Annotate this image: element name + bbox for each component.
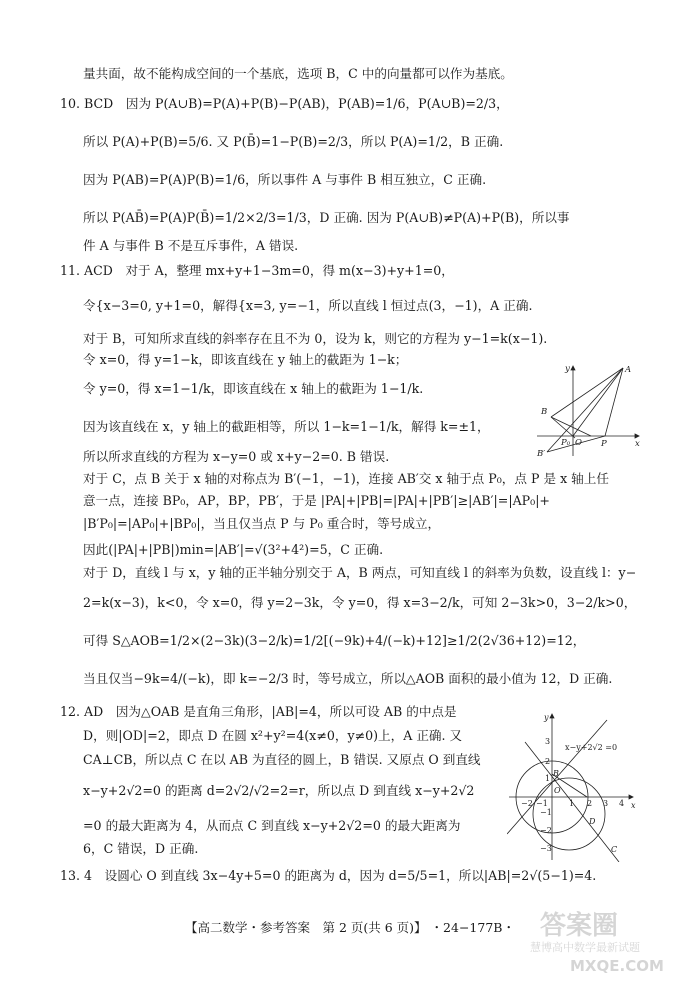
figure-11 xyxy=(535,362,645,460)
fig2-label-B: B xyxy=(553,769,559,778)
fig2-label-y: y xyxy=(544,713,549,722)
figure-12 xyxy=(507,712,640,862)
text-line-11: 令 y=0，得 x=1−1/k，即该直线在 x 轴上的截距为 1−1/k. xyxy=(83,381,424,396)
text-line-3: 所以 P(A)+P(B)=5/6. 又 P(B̄)=1−P(B)=2/3，所以 P(A)=1/2，B 正确. xyxy=(83,134,504,149)
text-line-15: 意一点，连接 BP₀，AP，BP，PB′，于是 |PA|+|PB|=|PA|+|PB′|≥|AB′|=|AP₀|+ xyxy=(83,493,550,508)
fig2-tick-1: 1 xyxy=(545,774,551,783)
text-line-19: 2=k(x−3)，k<0，令 x=0，得 y=2−3k，令 y=0，得 x=3−2/k，可知 2−3k>0，3−2/k>0， xyxy=(83,595,637,610)
text-line-10: 令 x=0，得 y=1−k，即该直线在 y 轴上的截距为 1−k； xyxy=(83,352,408,367)
y-axis-arrow xyxy=(571,366,575,370)
text-line-7: 11. ACD 对于 A，整理 mx+y+1−3m=0，得 m(x−3)+y+1=0， xyxy=(60,263,454,278)
text-line-9: 对于 B，可知所求直线的斜率存在且不为 0，设为 k，则它的方程为 y−1=k(x−1). xyxy=(83,331,548,346)
fig1-label-P0: P₀ xyxy=(561,438,571,448)
x-axis-arrow xyxy=(635,434,639,438)
text-line-17: 因此(|PA|+|PB|)min=|AB′|=√(3²+4²)=5，C 正确. xyxy=(83,542,384,557)
watermark-source: 慧博高中数学最新试题 xyxy=(530,941,640,954)
fig2-tick-n3: −3 xyxy=(540,844,552,853)
text-line-20: 可得 S△AOB=1/2×(2−3k)(3−2/k)=1/2[(−9k)+4/(−k)+12]≥1/2(2√36+12)=12， xyxy=(83,633,586,648)
fig2-xtick-2: 2 xyxy=(587,799,593,808)
text-line-26: =0 的最大距离为 4，从而点 C 到直线 x−y+2√2=0 的最大距离为 xyxy=(83,818,461,833)
text-line-4: 因为 P(AB)=P(A)P(B)=1/6，所以事件 A 与事件 B 相互独立，C 正确. xyxy=(83,172,487,187)
text-line-18: 对于 D，直线 l 与 x，y 轴的正半轴分别交于 A，B 两点，可知直线 l 的斜率为负数，设直线 l：y− xyxy=(83,565,637,580)
fig2-label-C: C xyxy=(611,845,618,854)
fig1-label-Bp: B′ xyxy=(537,449,546,459)
text-line-5: 所以 P(AB̄)=P(A)P(B̄)=1/2×2/3=1/3，D 正确. 因为 P(A∪B)≠P(A)+P(B)，所以事 xyxy=(83,210,570,225)
fig2-tick-n1: −1 xyxy=(540,808,552,817)
fig2-label-x: x xyxy=(631,801,636,810)
text-line-14: 对于 C，点 B 关于 x 轴的对称点为 B′(−1，−1)，连接 AB′交 x 轴于点 P₀，点 P 是 x 轴上任 xyxy=(83,471,609,486)
fig1-label-B: B xyxy=(541,407,548,417)
text-line-28: 13. 4 设圆心 O 到直线 3x−4y+5=0 的距离为 d，因为 d=5/5=1，所以|AB|=2√(5−1)=4. xyxy=(60,868,597,883)
fig1-label-x: x xyxy=(635,439,640,449)
fig2-label-line: x−y+2√2 =0 xyxy=(565,743,618,752)
fig2-xtick-3: 3 xyxy=(603,799,609,808)
text-line-25: x−y+2√2=0 的距离 d=2√2/√2=2=r，所以点 D 到直线 x−y+2√2 xyxy=(83,783,475,798)
segment-OA xyxy=(573,368,623,436)
fig1-label-O: O xyxy=(575,438,582,448)
fig2-tick-3: 3 xyxy=(545,737,551,746)
fig2-xtick-n1: −1 xyxy=(536,799,548,808)
text-line-1: 量共面，故不能构成空间的一个基底，选项 B，C 中的向量都可以作为基底。 xyxy=(83,66,513,81)
fig2-tick-n2: −2 xyxy=(540,826,552,835)
fig2-label-D: D xyxy=(589,817,596,826)
fig2-xtick-n2: −2 xyxy=(521,799,533,808)
text-line-12: 因为该直线在 x，y 轴上的截距相等，所以 1−k=1−1/k，解得 k=±1， xyxy=(83,419,490,434)
text-line-27: 6，C 错误，D 正确. xyxy=(83,841,199,856)
watermark-logo-text: 答案圈 xyxy=(540,911,619,941)
watermark-url: MXQE.COM xyxy=(570,957,664,975)
fig1-label-A: A xyxy=(625,365,632,375)
fig2-xtick-1: 1 xyxy=(569,799,575,808)
footer-code: ・24−177B・ xyxy=(430,920,515,935)
fig1-label-P: P xyxy=(601,439,607,449)
text-line-2: 10. BCD 因为 P(A∪B)=P(A)+P(B)−P(AB)，P(AB)=1/6，P(A∪B)=2/3， xyxy=(60,96,509,111)
fig2-xtick-4: 4 xyxy=(619,799,625,808)
text-line-24: CA⊥CB，所以点 C 在以 AB 为直径的圆上，B 错误. 又原点 O 到直线 xyxy=(83,752,481,767)
text-line-13: 所以所求直线的方程为 x−y=0 或 x+y−2=0. B 错误. xyxy=(83,449,390,464)
watermark xyxy=(530,905,695,980)
text-line-22: 12. AD 因为△OAB 是直角三角形，|AB|=4，所以可设 AB 的中点是 xyxy=(60,704,457,719)
fig2-tick-2: 2 xyxy=(545,757,551,766)
footer-text: 【高二数学・参考答案 第 2 页(共 6 页)】 xyxy=(185,920,427,935)
text-line-16: |B′P₀|=|AP₀|+|BP₀|，当且仅当点 P 与 P₀ 重合时，等号成立， xyxy=(83,516,441,531)
text-line-23: D，则|OD|=2，即点 D 在圆 x²+y²=4(x≠0，y≠0)上，A 正确. 又 xyxy=(83,728,463,743)
text-line-6: 件 A 与事件 B 不是互斥事件，A 错误. xyxy=(83,238,299,253)
fig2-label-O: O xyxy=(554,786,561,795)
fig1-label-y: y xyxy=(565,364,570,374)
text-line-21: 当且仅当−9k=4/(−k)，即 k=−2/3 时，等号成立，所以△AOB 面积的最小值为 12，D 正确. xyxy=(83,671,613,686)
text-line-8: 令{x−3=0, y+1=0，解得{x=3, y=−1，所以直线 l 恒过点(3，−1)，A 正确. xyxy=(83,298,533,313)
